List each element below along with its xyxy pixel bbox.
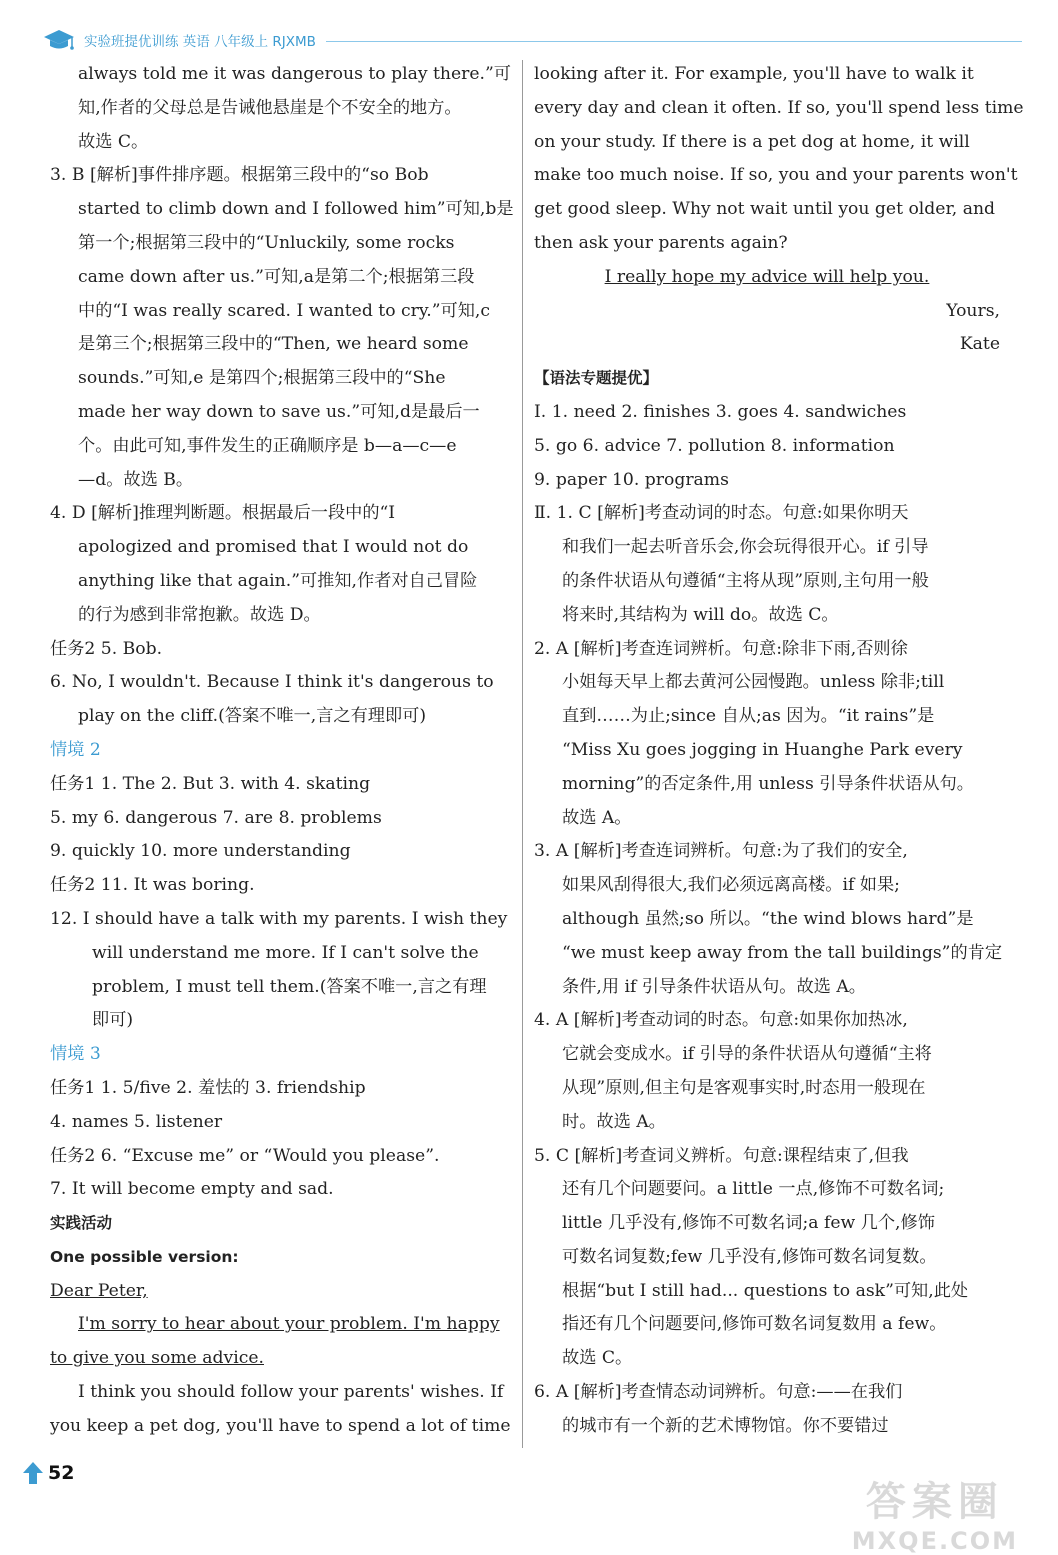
page-number [22,1460,74,1486]
arrow-up-icon [22,1460,44,1486]
text-line: 7. It will become empty and sad. [50,1179,334,1200]
text-line: to give you some advice. [50,1348,264,1369]
text-line: play on the cliff.(答案不唯一,言之有理即可) [78,706,427,727]
text-line: 4. D [解析]推理判断题。根据最后一段中的“I [50,503,396,524]
header-rule [326,41,1022,42]
text-line: problem, I must tell them.(答案不唯一,言之有理 [92,976,487,997]
text-line: apologized and promised that I would not do [78,537,469,558]
text-line: anything like that again.”可推知,作者对自己冒险 [78,570,478,591]
text-line: Dear Peter, [50,1280,148,1301]
text-line: One possible version: [50,1247,239,1266]
text-line: Ⅰ. 1. need 2. finishes 3. goes 4. sandwiches [534,401,907,422]
text-line: 个。由此可知,事件发生的正确顺序是 b—a—c—e [78,435,457,456]
text-line: although 虽然;so 所以。“the wind blows hard”是 [562,908,974,929]
text-line: made her way down to save us.”可知,d是最后一 [78,401,480,422]
text-line: I'm sorry to hear about your problem. I'm happy [78,1314,500,1335]
text-line: little 几乎没有,修饰不可数名词;a few 几个,修饰 [562,1213,935,1234]
text-line: 3. A [解析]考查连词辨析。句意:为了我们的安全, [534,841,908,862]
text-line: 即可) [92,1010,134,1031]
text-line: 情境 3 [50,1044,101,1065]
text-line: 9. quickly 10. more understanding [50,841,351,862]
text-line: 它就会变成水。if 引导的条件状语从句遵循“主将 [562,1044,932,1065]
text-line: 6. A [解析]考查情态动词辨析。句意:——在我们 [534,1382,903,1403]
left-column [50,58,514,1444]
column-divider [522,60,523,1448]
text-line: 是第三个;根据第三段中的“Then, we heard some [78,334,469,355]
text-line: Ⅱ. 1. C [解析]考查动词的时态。句意:如果你明天 [534,503,909,524]
text-line: looking after it. For example, you'll have to walk it [534,64,974,84]
text-line: 时。故选 A。 [562,1111,666,1132]
text-line: 还有几个问题要问。a little 一点,修饰不可数名词; [562,1179,945,1200]
text-line: sounds.”可知,e 是第四个;根据第三段中的“She [78,368,446,389]
text-line: Yours, [946,300,1000,321]
text-line: 6. No, I wouldn't. Because I think it's dangerous to [50,672,494,693]
text-line: 知,作者的父母总是告诫他悬崖是个不安全的地方。 [78,97,462,118]
text-line: 5. C [解析]考查词义辨析。句意:课程结束了,但我 [534,1145,909,1166]
text-line: 的行为感到非常抱歉。故选 D。 [78,604,321,625]
text-line: 从现”原则,但主句是客观事实时,时态用一般现在 [562,1077,926,1098]
text-line: “Miss Xu goes jogging in Huanghe Park every [562,739,963,760]
text-line: 故选 A。 [562,807,632,828]
text-line: 小姐每天早上都去黄河公园慢跑。unless 除非;till [562,672,945,693]
text-line: 指还有几个问题要问,修饰可数名词复数用 a few。 [562,1314,947,1335]
text-line: 任务2 11. It was boring. [50,875,255,896]
text-line: 任务2 6. “Excuse me” or “Would you please”. [50,1145,440,1166]
text-line: you keep a pet dog, you'll have to spend a lot of time [50,1415,511,1436]
text-line: 2. A [解析]考查连词辨析。句意:除非下雨,否则徐 [534,638,908,659]
text-line: on your study. If there is a pet dog at home, it will [534,131,970,152]
text-line: “we must keep away from the tall buildings”的肯定 [562,942,1003,963]
header-title: 实验班提优训练 英语 八年级上 RJXMB [84,34,316,50]
text-line: every day and clean it often. If so, you'll spend less time [534,97,1024,118]
text-line: 中的“I was really scared. I wanted to cry.”可知,c [78,300,490,321]
text-line: 情境 2 [50,739,101,760]
text-line: 任务2 5. Bob. [50,638,163,659]
text-line: came down after us.”可知,a是第二个;根据第三段 [78,266,475,287]
text-line: 故选 C。 [78,131,149,152]
text-line: 任务1 1. The 2. But 3. with 4. skating [50,773,371,794]
text-line: 故选 C。 [562,1348,633,1369]
text-line: will understand me more. If I can't solve the [92,942,479,963]
text-line: Kate [959,334,1000,355]
right-column [534,58,1024,1444]
text-line: 的城市有一个新的艺术博物馆。你不要错过 [562,1415,889,1436]
text-line: I really hope my advice will help you. [604,266,930,287]
text-line: 实践活动 [50,1214,113,1233]
text-line: 将来时,其结构为 will do。故选 C。 [562,604,839,625]
text-line: 和我们一起去听音乐会,你会玩得很开心。if 引导 [562,537,929,558]
text-line: 4. names 5. listener [50,1111,223,1132]
text-line: I think you should follow your parents' wishes. If [78,1382,504,1403]
page-number-text: 52 [48,1462,75,1484]
text-line: 可数名词复数;few 几乎没有,修饰可数名词复数。 [562,1246,937,1267]
text-line: 【语法专题提优】 [534,369,659,388]
text-line: 如果风刮得很大,我们必须远离高楼。if 如果; [562,875,900,896]
watermark-bottom: MXQE.COM [851,1527,1018,1555]
text-line: 条件,用 if 引导条件状语从句。故选 A。 [562,976,866,997]
text-line: 第一个;根据第三段中的“Unluckily, some rocks [78,232,455,253]
text-line: 3. B [解析]事件排序题。根据第三段中的“so Bob [50,165,429,186]
text-line: 任务1 1. 5/five 2. 羞怯的 3. friendship [50,1077,366,1098]
text-line: make too much noise. If so, you and your parents won't [534,165,1018,186]
text-line: —d。故选 B。 [78,469,194,490]
text-line: 12. I should have a talk with my parents. I wish they [50,908,508,929]
text-line: started to climb down and I followed him”可知,b是 [78,199,514,220]
text-line: 的条件状语从句遵循“主将从现”原则,主句用一般 [562,570,929,591]
text-line: get good sleep. Why not wait until you get older, and [534,199,996,220]
text-line: then ask your parents again? [534,232,788,253]
text-line: 直到……为止;since 自从;as 因为。“it rains”是 [562,706,935,727]
text-line: 4. A [解析]考查动词的时态。句意:如果你加热冰, [534,1010,908,1031]
watermark-top: 答案圈 [865,1479,1004,1525]
text-line: 根据“but I still had... questions to ask”可知,此处 [562,1280,969,1301]
text-line: morning”的否定条件,用 unless 引导条件状语从句。 [562,773,974,794]
graduation-cap-icon [42,28,76,52]
text-line: 9. paper 10. programs [534,469,729,490]
text-line: always told me it was dangerous to play there.”可 [78,64,511,84]
watermark-logo [852,1470,1018,1555]
text-line: 5. my 6. dangerous 7. are 8. problems [50,807,382,828]
text-line: 5. go 6. advice 7. pollution 8. information [534,435,895,456]
page-header [42,26,1022,54]
